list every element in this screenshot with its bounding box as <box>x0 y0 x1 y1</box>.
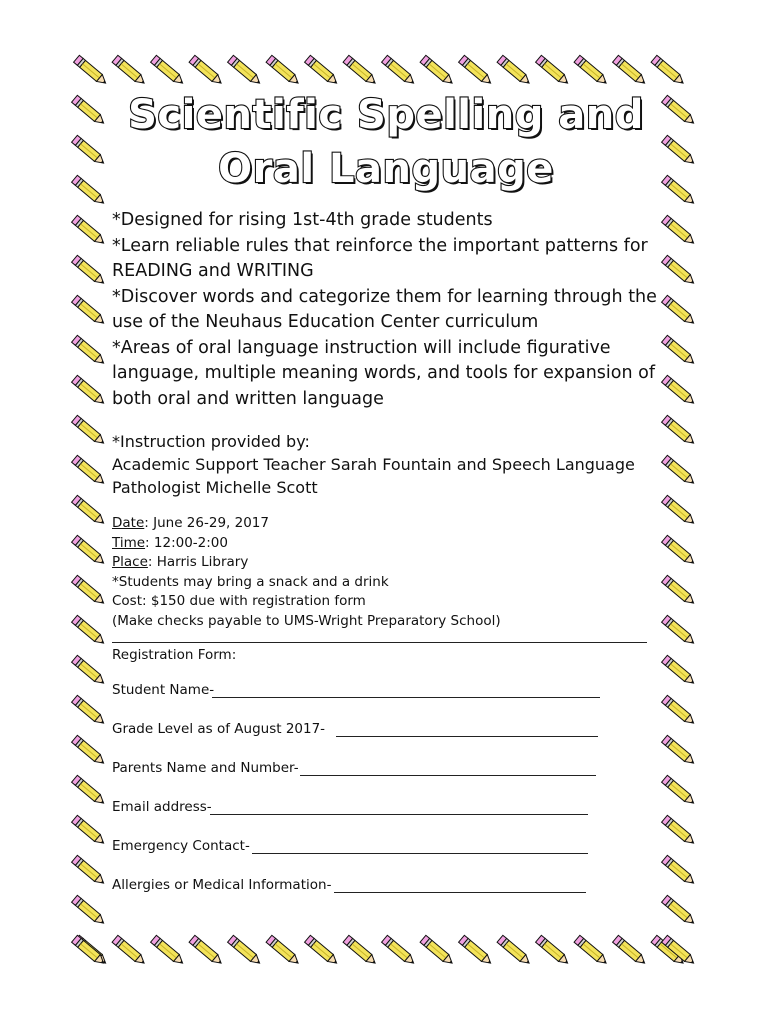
pencil-icon <box>72 575 107 606</box>
pencil-icon <box>662 735 697 766</box>
pencil-icon <box>382 55 417 86</box>
pencil-icon <box>305 935 340 966</box>
pencil-icon <box>536 55 571 86</box>
date-label: Date <box>112 515 145 531</box>
time-line <box>112 534 660 554</box>
pencil-icon <box>382 935 417 966</box>
place-line <box>112 553 660 573</box>
pencil-icon <box>662 415 697 446</box>
pencil-icon <box>72 95 107 126</box>
bullet-grades: *Designed for rising 1st-4th grade students <box>112 210 493 230</box>
registration-title: Registration Form: <box>112 646 237 663</box>
pencil-icon <box>651 935 686 966</box>
flyer-content <box>112 88 660 897</box>
pencil-icon <box>228 935 263 966</box>
emergency-contact-field[interactable] <box>112 838 660 858</box>
student-name-line[interactable] <box>212 697 600 698</box>
details-block <box>112 514 660 632</box>
parents-field[interactable] <box>112 760 660 780</box>
allergies-label: Allergies or Medical Information- <box>112 876 332 893</box>
pencil-icon <box>72 215 107 246</box>
pencil-icon <box>662 255 697 286</box>
pencil-icon <box>662 895 697 926</box>
pencil-icon <box>266 55 301 86</box>
divider <box>112 636 647 643</box>
pencil-icon <box>72 775 107 806</box>
pencil-icon <box>662 815 697 846</box>
pencil-icon <box>497 55 532 86</box>
pencil-icon <box>459 935 494 966</box>
pencil-icon <box>420 55 455 86</box>
pencil-icon <box>662 215 697 246</box>
pencil-icon <box>662 175 697 206</box>
pencil-icon <box>72 735 107 766</box>
place-value: : Harris Library <box>147 554 249 571</box>
grade-level-field[interactable] <box>112 721 660 741</box>
pencil-icon <box>72 815 107 846</box>
pencil-icon <box>72 255 107 286</box>
emergency-contact-line[interactable] <box>252 853 588 854</box>
pencil-icon <box>112 55 147 86</box>
bullet-oral-language: *Areas of oral language instruction will include figurative language, multiple meaning words, and tools for expansion of both oral and written language <box>112 337 656 409</box>
pencil-icon <box>112 935 147 966</box>
pencil-icon <box>72 495 107 526</box>
pencil-icon <box>662 535 697 566</box>
email-label: Email address- <box>112 798 212 815</box>
pencil-icon <box>662 615 697 646</box>
grade-level-line[interactable] <box>336 736 598 737</box>
time-label: Time <box>112 534 146 551</box>
pencil-icon <box>72 615 107 646</box>
pencil-icon <box>74 55 109 86</box>
pencil-icon <box>74 935 109 966</box>
pencil-icon <box>72 855 107 886</box>
pencil-icon <box>151 935 186 966</box>
pencil-icon <box>662 375 697 406</box>
pencil-icon <box>72 295 107 326</box>
pencil-icon <box>343 935 378 966</box>
pencil-icon <box>574 935 609 966</box>
pencil-icon <box>536 935 571 966</box>
bullet-discover: *Discover words and categorize them for learning through the use of the Neuhaus Education Center curriculum <box>112 286 657 332</box>
pencil-icon <box>305 55 340 86</box>
pencil-icon <box>266 935 301 966</box>
pencil-icon <box>72 175 107 206</box>
pencil-icon <box>574 55 609 86</box>
pencil-icon <box>662 135 697 166</box>
pencil-icon <box>72 335 107 366</box>
instruction-heading: *Instruction provided by: <box>112 432 310 451</box>
allergies-line[interactable] <box>334 892 586 893</box>
pencil-icon <box>662 495 697 526</box>
student-name-field[interactable] <box>112 682 660 702</box>
allergies-field[interactable] <box>112 877 660 897</box>
parents-line[interactable] <box>300 775 596 776</box>
bullet-rules: *Learn reliable rules that reinforce the important patterns for READING and WRITING <box>112 235 648 281</box>
place-label: Place <box>112 554 148 571</box>
pencil-icon <box>662 575 697 606</box>
pencil-icon <box>72 695 107 726</box>
cost-line: Cost: $150 due with registration form <box>112 593 366 610</box>
date-value: : June 26-29, 2017 <box>144 515 269 531</box>
pencil-icon <box>72 135 107 166</box>
pencil-icon <box>72 535 107 566</box>
pencil-icon <box>662 295 697 326</box>
pencil-icon <box>228 55 263 86</box>
pencil-icon <box>651 55 686 86</box>
pencil-icon <box>662 855 697 886</box>
instruction-text: Academic Support Teacher Sarah Fountain and Speech Language Pathologist Michelle Scott <box>112 455 635 497</box>
snack-note: *Students may bring a snack and a drink <box>112 573 389 590</box>
pencil-icon <box>662 335 697 366</box>
pencil-icon <box>662 935 697 966</box>
pencil-icon <box>189 935 224 966</box>
pencil-icon <box>72 895 107 926</box>
pencil-icon <box>343 55 378 86</box>
pencil-icon <box>459 55 494 86</box>
pencil-icon <box>662 455 697 486</box>
pencil-icon <box>151 55 186 86</box>
instruction-block <box>112 430 660 499</box>
pencil-icon <box>497 935 532 966</box>
pencil-icon <box>420 935 455 966</box>
parents-label: Parents Name and Number- <box>112 759 299 776</box>
pencil-icon <box>613 935 648 966</box>
pencil-icon <box>662 655 697 686</box>
email-line[interactable] <box>210 814 588 815</box>
pencil-icon <box>662 695 697 726</box>
page-title: Scientific Spelling and Oral Language <box>128 92 644 192</box>
checks-note: (Make checks payable to UMS-Wright Preparatory School) <box>112 612 501 629</box>
emergency-contact-label: Emergency Contact- <box>112 837 250 854</box>
pencil-icon <box>72 655 107 686</box>
pencil-icon <box>72 455 107 486</box>
bullet-list <box>112 208 660 412</box>
pencil-icon <box>189 55 224 86</box>
pencil-icon <box>72 375 107 406</box>
pencil-icon <box>662 775 697 806</box>
pencil-icon <box>72 935 107 966</box>
pencil-icon <box>662 95 697 126</box>
time-value: : 12:00-2:00 <box>145 534 228 551</box>
pencil-icon <box>72 415 107 446</box>
pencil-icon <box>613 55 648 86</box>
date-line <box>112 514 660 534</box>
student-name-label: Student Name- <box>112 681 215 698</box>
email-field[interactable] <box>112 799 660 819</box>
grade-level-label: Grade Level as of August 2017- <box>112 720 326 737</box>
